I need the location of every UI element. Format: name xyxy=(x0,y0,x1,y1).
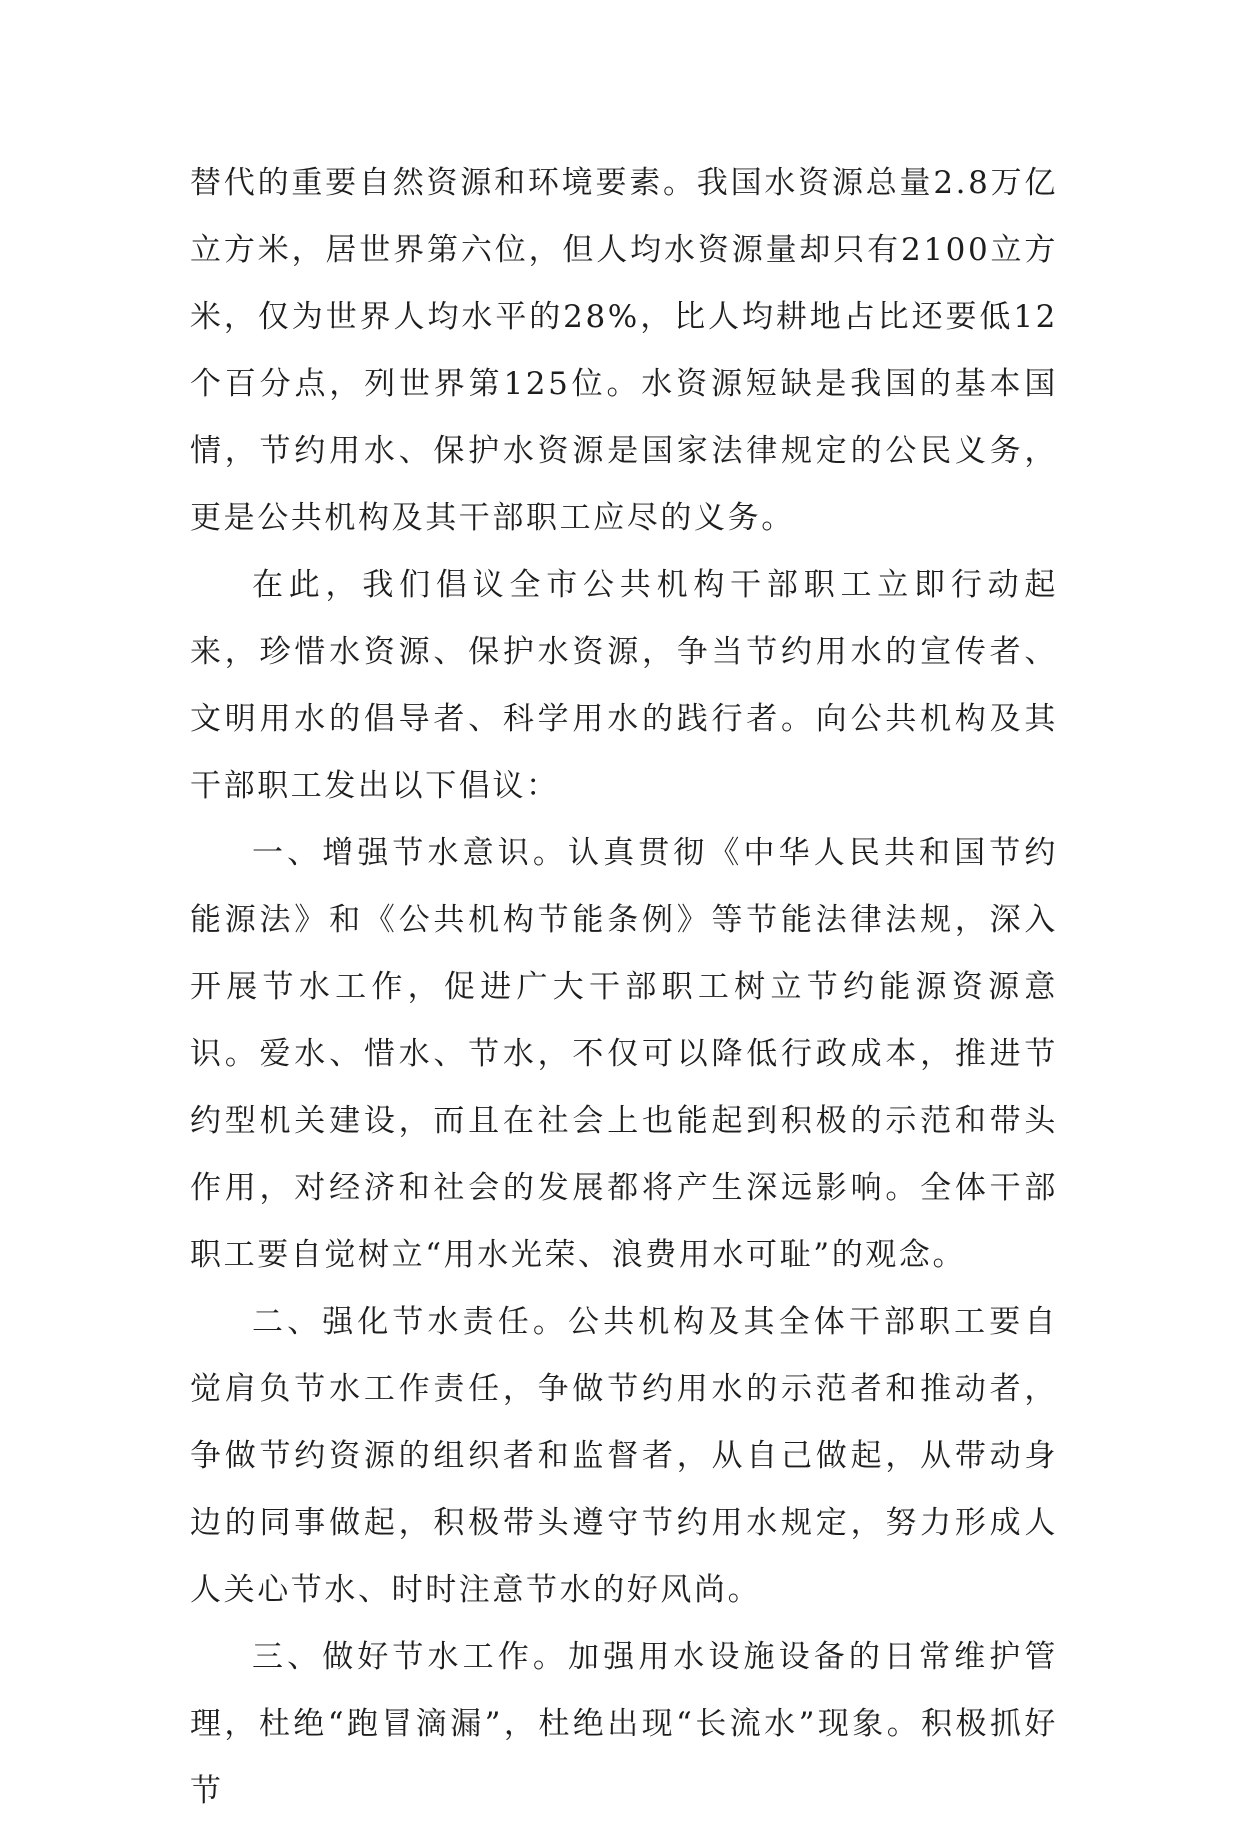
document-body xyxy=(190,150,1058,1825)
paragraph-item-2-responsibility: 二、强化节水责任。公共机构及其全体干部职工要自觉肩负节水工作责任，争做节约用水的示范者和推动者，争做节约资源的组织者和监督者，从自己做起，从带动身边的同事做起，积极带头遵守节约用水规定，努力形成人人关心节水、时时注意节水的好风尚。 xyxy=(190,1304,1058,1608)
paragraph-item-1-awareness: 一、增强节水意识。认真贯彻《中华人民共和国节约能源法》和《公共机构节能条例》等节能法律法规，深入开展节水工作，促进广大干部职工树立节约能源资源意识。爱水、惜水、节水，不仅可以降低行政成本，推进节约型机关建设，而且在社会上也能起到积极的示范和带头作用，对经济和社会的发展都将产生深远影响。全体干部职工要自觉树立“用水光荣、浪费用水可耻”的观念。 xyxy=(190,835,1058,1273)
paragraph-water-resources-overview: 替代的重要自然资源和环境要素。我国水资源总量2.8万亿立方米，居世界第六位，但人均水资源量却只有2100立方米，仅为世界人均水平的28%，比人均耕地占比还要低12个百分点，列世界第125位。水资源短缺是我国的基本国情，节约用水、保护水资源是国家法律规定的公民义务，更是公共机构及其干部职工应尽的义务。 xyxy=(190,165,1058,536)
paragraph-initiative-call: 在此，我们倡议全市公共机构干部职工立即行动起来，珍惜水资源、保护水资源，争当节约用水的宣传者、文明用水的倡导者、科学用水的践行者。向公共机构及其干部职工发出以下倡议： xyxy=(190,567,1058,804)
paragraph-item-3-work: 三、做好节水工作。加强用水设施设备的日常维护管理，杜绝“跑冒滴漏”，杜绝出现“长流水”现象。积极抓好节 xyxy=(190,1639,1058,1809)
